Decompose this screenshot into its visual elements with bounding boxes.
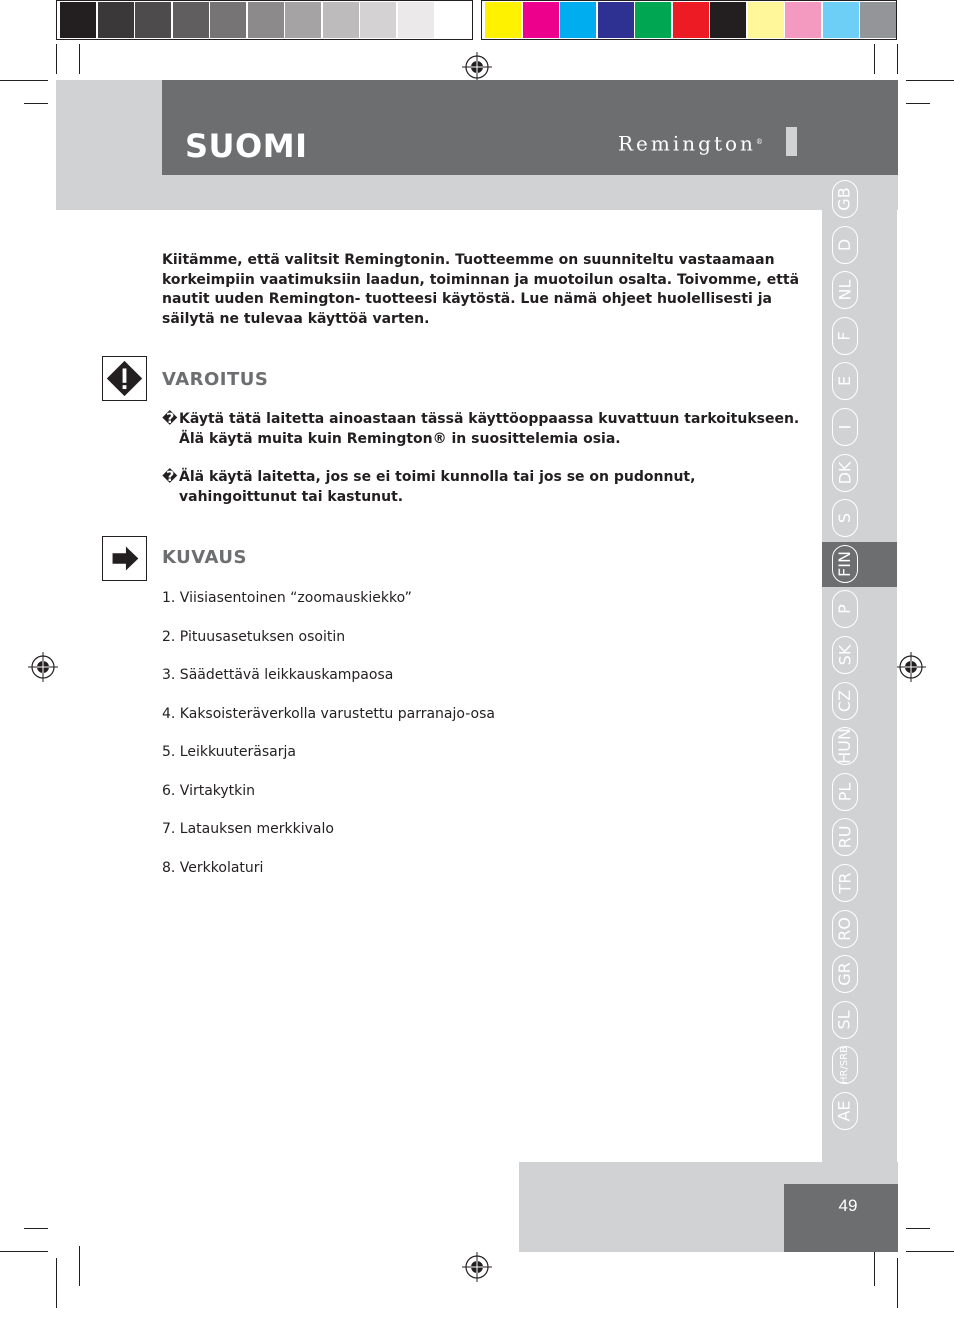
language-tab-sl[interactable] <box>832 1001 858 1039</box>
brand-logo <box>618 130 763 158</box>
language-tab-label: GR <box>834 962 854 986</box>
warning-item-text: Älä käytä laitetta, jos se ei toimi kunnolla tai jos se on pudonnut, vahingoittunut tai kastunut. <box>179 469 696 505</box>
description-item: 1. Viisiasentoinen “zoomauskiekko” <box>162 590 412 606</box>
calibration-swatch <box>710 2 746 38</box>
warning-item-text: Käytä tätä laitetta ainoastaan tässä käyttöoppaassa kuvattuun tarkoitukseen. Älä käytä muita kuin Remington® in suosittelemia osia. <box>179 411 800 447</box>
language-tab-label: CZ <box>834 689 854 712</box>
crop-mark <box>874 1246 875 1286</box>
language-tab-pl[interactable] <box>832 773 858 811</box>
warning-item <box>162 410 812 449</box>
calibration-swatch <box>135 2 171 38</box>
language-tab-dk[interactable] <box>832 454 858 492</box>
crop-mark <box>874 44 875 74</box>
warning-bullet-icon: � <box>162 411 178 427</box>
language-tab-hr-srb[interactable] <box>832 1046 858 1084</box>
intro-paragraph: Kiitämme, että valitsit Remingtonin. Tuotteemme on suunniteltu vastaamaan korkeimpiin vaatimuksiin laadun, toiminnan ja muotoilun osalta. Toivomme, että nautit uuden Remington- tuotteesi käytöstä. Lue nämä ohjeet huolellisesti ja säilytä ne tulevaa käyttöä varten. <box>162 252 800 327</box>
language-tab-sk[interactable] <box>832 636 858 674</box>
calibration-swatch <box>323 2 359 38</box>
description-item: 4. Kaksoisteräverkolla varustettu parranajo-osa <box>162 706 495 722</box>
description-item: 2. Pituusasetuksen osoitin <box>162 629 346 645</box>
calibration-swatch <box>398 2 434 38</box>
language-tab-tr[interactable] <box>832 864 858 902</box>
language-tab-label: SK <box>835 644 854 666</box>
language-tab-label: HR/SRB <box>839 1046 850 1085</box>
right-arrow-icon <box>102 536 147 581</box>
calibration-swatch <box>748 2 784 38</box>
language-tab-label: HUN <box>835 728 854 765</box>
calibration-swatch <box>673 2 709 38</box>
language-tab-label: PL <box>835 782 854 802</box>
language-tab-ro[interactable] <box>832 910 858 948</box>
crop-mark <box>897 44 898 74</box>
language-tab-cz[interactable] <box>832 682 858 720</box>
page-number-box <box>784 1184 898 1252</box>
calibration-swatch <box>485 2 521 38</box>
calibration-swatch <box>560 2 596 38</box>
language-tab-label: RO <box>835 916 854 941</box>
description-item: 5. Leikkuuteräsarja <box>162 744 296 760</box>
language-tab-nl[interactable] <box>832 271 858 309</box>
language-tab-p[interactable] <box>832 590 858 628</box>
calibration-swatch <box>98 2 134 38</box>
calibration-swatch <box>173 2 209 38</box>
brand-accent-bar <box>786 127 797 156</box>
language-tab-label: TR <box>834 872 854 894</box>
language-tab-label: P <box>835 604 854 615</box>
calibration-swatch <box>860 2 896 38</box>
language-tab-label: S <box>835 513 854 524</box>
description-item: 8. Verkkolaturi <box>162 860 264 876</box>
calibration-swatch <box>823 2 859 38</box>
page-title: SUOMI <box>185 127 308 165</box>
calibration-swatch <box>435 2 471 38</box>
crop-mark <box>24 103 48 104</box>
crop-mark <box>79 44 80 74</box>
language-tab-label: AE <box>835 1100 854 1122</box>
description-item: 6. Virtakytkin <box>162 783 256 799</box>
warning-title: VAROITUS <box>162 369 269 390</box>
brand-registered-mark: ® <box>755 138 763 146</box>
calibration-swatch <box>360 2 396 38</box>
calibration-swatch <box>210 2 246 38</box>
calibration-swatch <box>598 2 634 38</box>
registration-mark-icon <box>896 652 926 682</box>
crop-mark <box>906 103 930 104</box>
crop-mark <box>0 1251 48 1252</box>
crop-mark <box>906 80 954 81</box>
exclamation-diamond-icon <box>102 356 147 401</box>
language-tab-gb[interactable] <box>832 180 858 218</box>
calibration-swatch <box>785 2 821 38</box>
language-tab-e[interactable] <box>832 362 858 400</box>
brand-name: Remington <box>618 131 756 156</box>
language-tab-label: GB <box>835 187 854 211</box>
language-tab-hun[interactable] <box>832 727 858 765</box>
warning-item <box>162 468 812 507</box>
crop-mark <box>56 44 57 74</box>
crop-mark <box>79 1246 80 1286</box>
calibration-swatch <box>248 2 284 38</box>
registration-mark-icon <box>462 1252 492 1282</box>
language-tab-label: F <box>834 331 854 341</box>
language-tab-d[interactable] <box>832 226 858 264</box>
language-tab-ru[interactable] <box>832 818 858 856</box>
language-tab-label: FIN <box>835 550 855 577</box>
calibration-swatch <box>285 2 321 38</box>
calibration-swatch <box>523 2 559 38</box>
registration-mark-icon <box>462 52 492 82</box>
language-tab-label: DK <box>835 461 854 484</box>
language-tab-label: E <box>834 376 854 387</box>
language-tab-label: NL <box>834 279 854 301</box>
crop-mark <box>906 1228 930 1229</box>
crop-mark <box>24 1228 48 1229</box>
language-tab-i[interactable] <box>832 408 858 446</box>
language-tab-label: RU <box>834 825 854 849</box>
warning-bullet-icon: � <box>162 469 178 485</box>
page-number: 49 <box>838 1196 858 1215</box>
language-tab-label: D <box>834 238 854 251</box>
crop-mark <box>0 80 48 81</box>
calibration-swatch <box>635 2 671 38</box>
language-tab-ae[interactable] <box>832 1092 858 1130</box>
crop-mark <box>906 1251 954 1252</box>
registration-mark-icon <box>28 652 58 682</box>
crop-mark <box>897 1258 898 1308</box>
language-tab-f[interactable] <box>832 317 858 355</box>
description-item: 3. Säädettävä leikkauskampaosa <box>162 667 394 683</box>
description-item: 7. Latauksen merkkivalo <box>162 821 334 837</box>
language-tab-s[interactable] <box>832 499 858 537</box>
language-tab-label: I <box>835 424 854 430</box>
crop-mark <box>56 1258 57 1308</box>
language-tab-label: SL <box>834 1010 854 1030</box>
language-tab-fin[interactable] <box>832 545 858 583</box>
calibration-swatch <box>60 2 96 38</box>
language-tab-gr[interactable] <box>832 955 858 993</box>
description-title: KUVAUS <box>162 547 247 568</box>
